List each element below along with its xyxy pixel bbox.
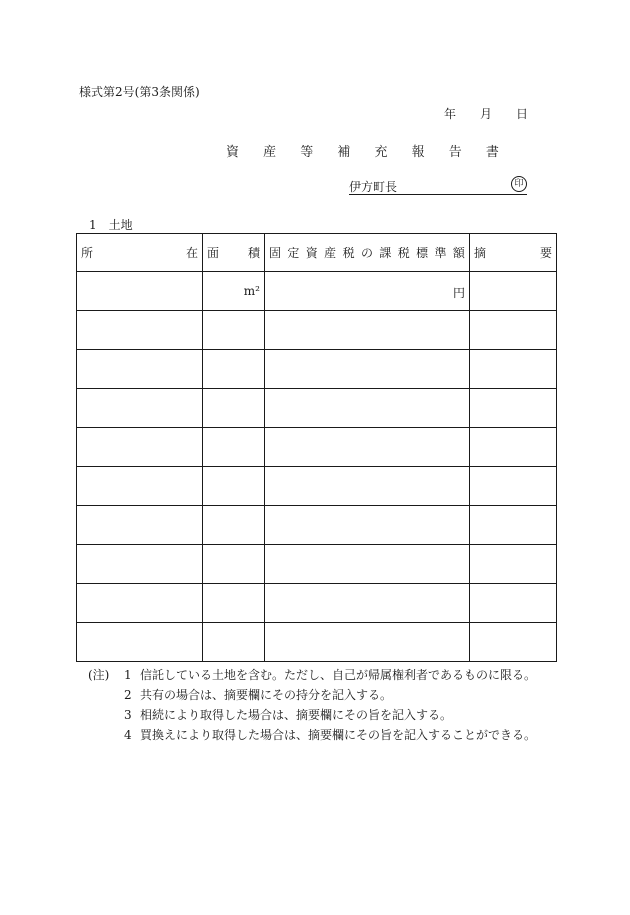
tax-standard-cell[interactable]	[265, 311, 470, 350]
area-cell[interactable]	[203, 584, 265, 623]
table-row	[77, 584, 557, 623]
note-number: 2	[124, 688, 132, 702]
tax-standard-cell[interactable]	[265, 623, 470, 662]
note-text: 信託している土地を含む。ただし、自己が帰属権利者であるものに限る。	[140, 668, 537, 682]
tax-standard-cell[interactable]	[265, 389, 470, 428]
area-cell[interactable]	[203, 350, 265, 389]
note-item	[88, 705, 536, 725]
remarks-cell[interactable]	[470, 467, 557, 506]
remarks-cell[interactable]	[470, 428, 557, 467]
seal-mark: 印	[511, 176, 527, 192]
location-cell[interactable]	[77, 311, 203, 350]
yen-unit-label: 円	[265, 272, 470, 311]
note-text: 共有の場合は、摘要欄にその持分を記入する。	[140, 688, 393, 702]
area-cell[interactable]	[203, 311, 265, 350]
tax-standard-cell[interactable]	[265, 506, 470, 545]
note-item	[88, 685, 536, 705]
area-cell[interactable]	[203, 467, 265, 506]
note-text: 買換えにより取得した場合は、摘要欄にその旨を記入することができる。	[140, 728, 537, 742]
area-cell[interactable]	[203, 545, 265, 584]
note-lead: (注)	[88, 668, 110, 682]
tax-standard-cell[interactable]	[265, 428, 470, 467]
table-row	[77, 545, 557, 584]
remarks-cell[interactable]	[470, 545, 557, 584]
table-row	[77, 350, 557, 389]
addressee-line	[349, 178, 527, 195]
year-label: 年	[444, 107, 457, 121]
location-cell[interactable]	[77, 389, 203, 428]
remarks-cell[interactable]	[470, 350, 557, 389]
area-unit-label: m²	[203, 272, 265, 311]
table-row	[77, 506, 557, 545]
month-label: 月	[480, 107, 493, 121]
location-cell[interactable]	[77, 467, 203, 506]
remarks-cell[interactable]	[470, 623, 557, 662]
form-number: 様式第2号(第3条関係)	[79, 85, 200, 99]
remarks-cell[interactable]	[470, 272, 557, 311]
table-row	[77, 272, 557, 311]
note-number: 3	[124, 708, 132, 722]
note-item	[88, 665, 536, 685]
location-cell[interactable]	[77, 272, 203, 311]
note-lead	[88, 705, 124, 725]
note-lead	[88, 725, 124, 745]
table-header-row	[77, 234, 557, 272]
location-cell[interactable]	[77, 623, 203, 662]
location-cell[interactable]	[77, 428, 203, 467]
land-table	[76, 233, 557, 662]
remarks-cell[interactable]	[470, 584, 557, 623]
addressee-name: 伊方町長	[349, 180, 398, 194]
notes	[88, 665, 536, 745]
location-cell[interactable]	[77, 545, 203, 584]
table-row	[77, 428, 557, 467]
note-lead	[88, 685, 124, 705]
table-row	[77, 467, 557, 506]
day-label: 日	[516, 107, 529, 121]
location-cell[interactable]	[77, 350, 203, 389]
document-title: 資 産 等 補 充 報 告 書	[226, 145, 509, 160]
tax-standard-cell[interactable]	[265, 584, 470, 623]
tax-standard-cell[interactable]	[265, 350, 470, 389]
remarks-cell[interactable]	[470, 506, 557, 545]
table-row	[77, 389, 557, 428]
table-row	[77, 311, 557, 350]
note-number: 4	[124, 728, 132, 742]
header-remarks: 摘 要	[470, 234, 557, 272]
location-cell[interactable]	[77, 584, 203, 623]
header-location: 所 在	[77, 234, 203, 272]
header-tax-standard: 固 定 資 産 税 の 課 税 標 準 額	[265, 234, 470, 272]
area-cell[interactable]	[203, 506, 265, 545]
table-row	[77, 623, 557, 662]
note-number: 1	[124, 668, 132, 682]
tax-standard-cell[interactable]	[265, 545, 470, 584]
area-cell[interactable]	[203, 623, 265, 662]
date-line	[444, 105, 528, 122]
header-area: 面 積	[203, 234, 265, 272]
location-cell[interactable]	[77, 506, 203, 545]
remarks-cell[interactable]	[470, 311, 557, 350]
note-item	[88, 725, 536, 745]
area-cell[interactable]	[203, 389, 265, 428]
section-heading: 1 土地	[89, 218, 133, 232]
remarks-cell[interactable]	[470, 389, 557, 428]
note-text: 相続により取得した場合は、摘要欄にその旨を記入する。	[140, 708, 453, 722]
area-cell[interactable]	[203, 428, 265, 467]
tax-standard-cell[interactable]	[265, 467, 470, 506]
